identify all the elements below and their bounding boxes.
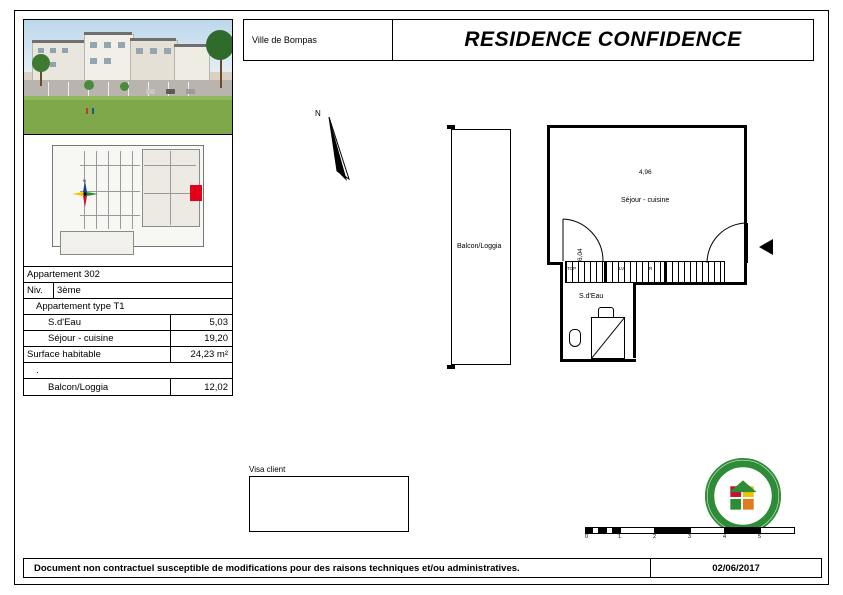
window xyxy=(118,42,125,48)
window xyxy=(90,58,97,64)
window xyxy=(104,58,111,64)
left-column xyxy=(23,19,233,396)
plot-line xyxy=(120,151,121,229)
kitchen-counter xyxy=(565,261,605,283)
scale-seg xyxy=(655,527,690,534)
dimension-top: 4,96 xyxy=(639,169,652,176)
table-row xyxy=(24,331,232,347)
plot-line xyxy=(80,165,140,166)
balcony-wall-cap xyxy=(447,365,455,369)
scale-seg xyxy=(620,527,655,534)
building-rendering-image xyxy=(23,19,233,135)
exterior-wall-bottom xyxy=(560,359,636,362)
building-block xyxy=(174,46,210,82)
table-row-level xyxy=(24,283,232,299)
plot-line xyxy=(80,215,140,216)
visa-client-label: Visa client xyxy=(249,465,286,474)
sejour-label: Séjour - cuisine xyxy=(621,197,670,204)
table-row-balcony xyxy=(24,379,232,395)
roof-line xyxy=(32,40,86,43)
scale-bar-segments xyxy=(585,527,800,534)
plot-line xyxy=(132,151,133,229)
window xyxy=(50,62,56,67)
kitchen-top-label: TOP xyxy=(567,266,577,271)
scale-seg xyxy=(592,527,599,534)
window xyxy=(164,48,171,54)
toilet-fixture xyxy=(569,329,581,347)
balcony-area: 12,02 xyxy=(170,379,232,395)
north-compass xyxy=(315,109,375,193)
scale-seg xyxy=(599,527,606,534)
drawing-area xyxy=(243,61,814,548)
scale-seg xyxy=(725,527,760,534)
scale-tick: 3 xyxy=(688,534,692,540)
shrub xyxy=(84,80,94,90)
scale-seg xyxy=(613,527,620,534)
city-name: Ville de Bompas xyxy=(243,19,393,61)
shrub xyxy=(120,82,129,91)
car xyxy=(186,89,195,94)
window xyxy=(62,48,68,53)
floor-plan xyxy=(443,121,773,381)
page-title: RESIDENCE CONFIDENCE xyxy=(464,28,742,51)
table-row xyxy=(24,315,232,331)
interior-door-swing-icon xyxy=(561,217,605,263)
scale-seg xyxy=(690,527,725,534)
surface-label: Surface habitable xyxy=(27,349,101,360)
lawn xyxy=(24,100,232,134)
kitchen-r-label: R xyxy=(649,266,653,271)
apartment-info-table xyxy=(23,267,233,396)
apartment-location-marker xyxy=(190,185,202,201)
scale-seg xyxy=(585,527,592,534)
site-plan-image xyxy=(23,135,233,267)
scale-tick: 5 xyxy=(758,534,762,540)
interior-wall xyxy=(633,282,636,358)
drawing-sheet-border xyxy=(14,10,829,585)
room-label: Séjour - cuisine xyxy=(48,333,114,344)
wall-segment xyxy=(560,262,563,362)
window xyxy=(90,42,97,48)
roof-line xyxy=(130,38,176,41)
person xyxy=(92,108,94,114)
scale-tick: 2 xyxy=(653,534,657,540)
balcony-label: Balcon/Loggia xyxy=(48,381,109,393)
kitchen-appliances xyxy=(605,261,665,283)
visa-client-signature-box[interactable] xyxy=(249,476,409,532)
footer-disclaimer: Document non contractuel susceptible de modifications pour des raisons techniques et/ou administratives. xyxy=(34,562,520,574)
scale-bar xyxy=(585,527,800,542)
level-label: Niv. xyxy=(24,283,54,298)
balcony-label: Balcon/Loggia xyxy=(457,243,502,250)
room-area: 5,03 xyxy=(170,315,232,330)
window xyxy=(104,42,111,48)
apartment-type: Appartement type T1 xyxy=(36,301,125,312)
sheet-footer xyxy=(23,558,822,578)
scale-tick: 0 xyxy=(585,534,589,540)
roof-line xyxy=(84,32,132,35)
table-row-surface xyxy=(24,347,232,363)
bbc-certification-logo-icon xyxy=(704,457,782,535)
compass-north-label: N xyxy=(315,109,321,118)
scale-tick: 4 xyxy=(723,534,727,540)
window xyxy=(150,48,157,54)
exterior-wall-left xyxy=(547,125,550,265)
residence-title-box xyxy=(393,19,814,61)
person xyxy=(86,108,88,114)
footer-date: 02/06/2017 xyxy=(650,559,821,577)
roof-line xyxy=(174,44,208,47)
exterior-wall-top xyxy=(547,125,747,128)
scale-seg xyxy=(760,527,795,534)
kitchen-lv-label: LV xyxy=(619,266,625,271)
window xyxy=(38,48,44,53)
car xyxy=(146,89,155,94)
car xyxy=(166,89,175,94)
plot-line xyxy=(108,151,109,229)
apartment-number: Appartement 302 xyxy=(27,269,100,280)
visa-client-block xyxy=(249,465,419,532)
window xyxy=(50,48,56,53)
table-row-spacer xyxy=(24,363,232,379)
surface-value: 24,23 m² xyxy=(170,347,232,362)
spacer-dot: . xyxy=(36,365,39,376)
scale-bar-ticks xyxy=(585,534,800,542)
shower-diagonal-icon xyxy=(591,317,625,359)
room-label: S.d'Eau xyxy=(48,317,81,328)
tree xyxy=(32,54,50,72)
entry-door-swing-icon xyxy=(705,221,749,265)
level-value: 3ème xyxy=(57,285,81,296)
compass-needle-icon xyxy=(315,109,375,193)
entry-arrow-icon xyxy=(759,239,773,255)
tree xyxy=(206,30,233,60)
scale-tick: 1 xyxy=(618,534,622,540)
dimension-vertical: 6,04 xyxy=(577,248,584,261)
building-block xyxy=(130,40,178,84)
table-row-type xyxy=(24,299,232,315)
svg-text:BBC: BBC xyxy=(738,472,748,478)
svg-text:N: N xyxy=(83,179,86,183)
site-annex xyxy=(60,231,134,255)
scale-seg xyxy=(606,527,613,534)
compass-rose-icon xyxy=(70,179,100,209)
plot-line xyxy=(170,151,171,225)
table-row-apartment xyxy=(24,267,232,283)
sdeau-label: S.d'Eau xyxy=(579,293,604,300)
room-area: 19,20 xyxy=(170,331,232,346)
balcony-wall-cap xyxy=(447,125,455,129)
window xyxy=(136,48,143,54)
sheet-header xyxy=(243,19,814,61)
